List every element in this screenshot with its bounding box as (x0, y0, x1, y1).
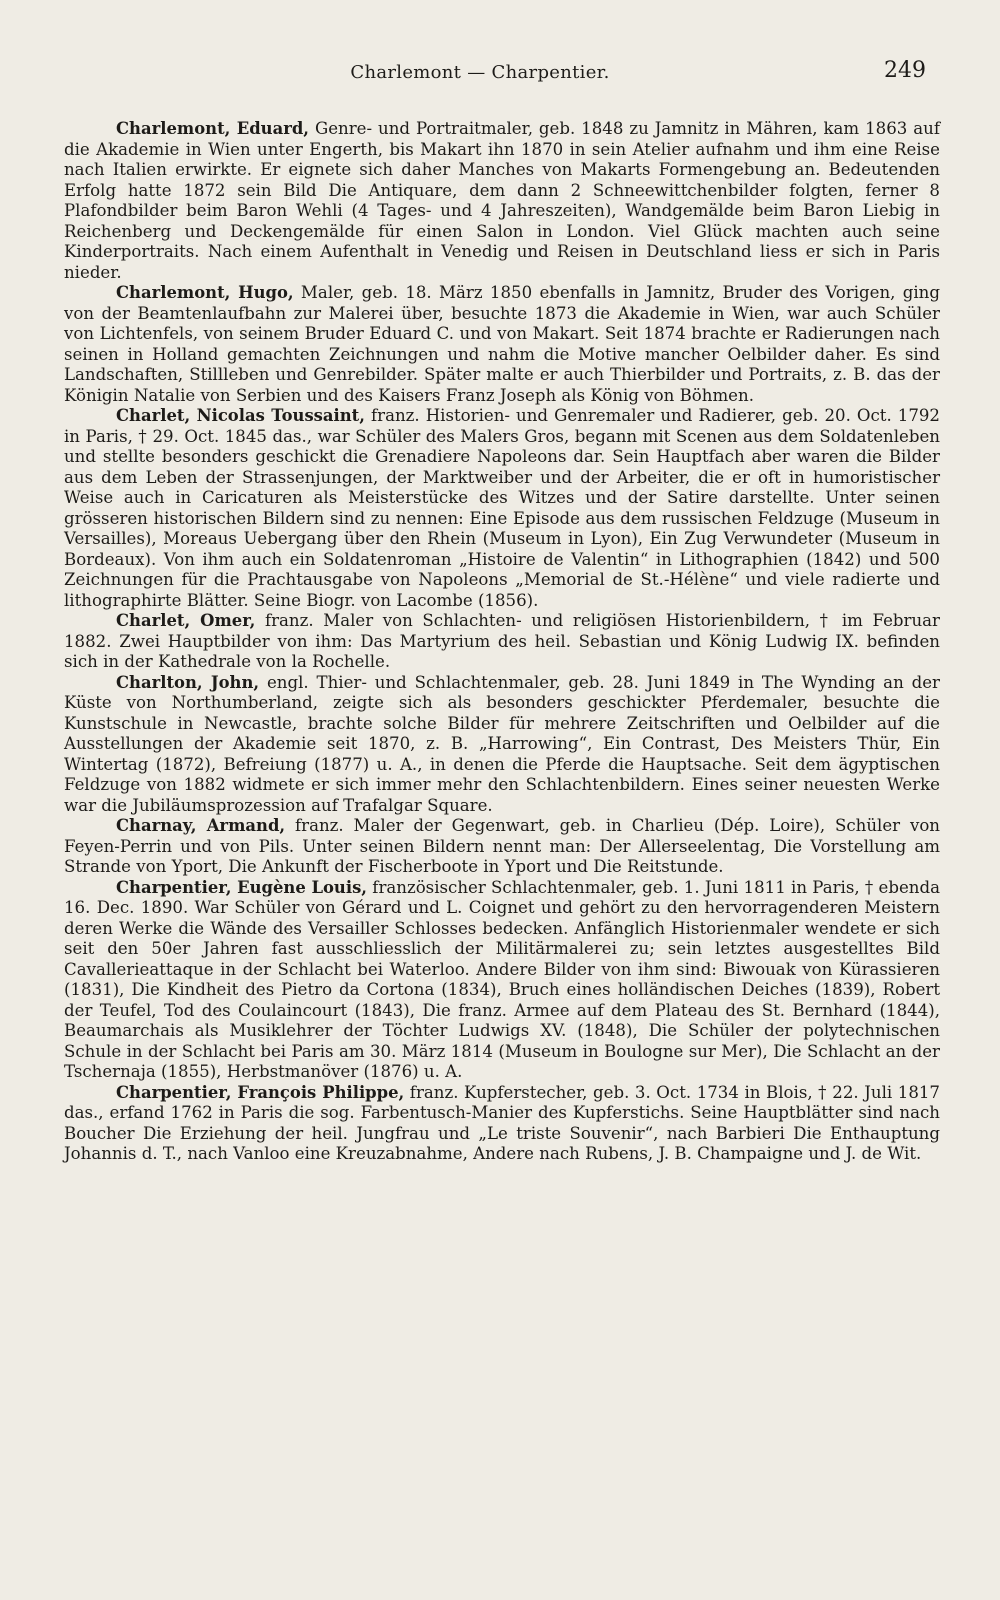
entry-charpentier-francois (64, 1083, 940, 1165)
entry-text: franz. Maler der Gegenwart, geb. in Charlieu (Dép. Loire), Schüler von Feyen-Perrin und von Pils. Unter seinen Bildern nennt man: Der Allerseelentag, Die Vorstellung am Strande von Yport, Die Ankunft der Fischerboote in Yport und Die Reitstunde. (64, 816, 940, 876)
page-header (0, 58, 1000, 88)
entry-text: franz. Kupferstecher, geb. 3. Oct. 1734 in Blois, † 22. Juli 1817 das., erfand 1762 in Paris die sog. Farbentusch-Manier des Kupferstichs. Seine Hauptblätter sind nach Boucher Die Erziehung der heil. Jungfrau und „Le triste Souvenir“, nach Barbieri Die Enthauptung Johannis d. T., nach Vanloo eine Kreuzabnahme, Andere nach Rubens, J. B. Champaigne und J. de Wit. (64, 1082, 940, 1163)
entry-text: Maler, geb. 18. März 1850 ebenfalls in Jamnitz, Bruder des Vorigen, ging von der Beamtenlaufbahn zur Malerei über, besuchte 1873 die Akademie in Wien, war auch Schüler von Lichtenfels, von seinem Bruder Eduard C. und von Makart. Seit 1874 brachte er Radierungen nach seinen in Holland gemachten Zeichnungen und nahm die Motive mancher Oelbilder daher. Es sind Landschaften, Stillleben und Genrebilder. Später malte er auch Thierbilder und Portraits, z. B. das der Königin Natalie von Serbien und des Kaisers Franz Joseph als König von Böhmen. (64, 283, 940, 405)
entry-text: Genre- und Portraitmaler, geb. 1848 zu Jamnitz in Mähren, kam 1863 auf die Akademie in Wien unter Engerth, bis Makart ihn 1870 in sein Atelier aufnahm und ihm eine Reise nach Italien erwirkte. Er eignete sich daher Manches von Makarts Formengebung an. Bedeutenden Erfolg hatte 1872 sein Bild Die Antiquare, dem dann 2 Schneewittchenbilder folgten, ferner 8 Plafondbilder beim Baron Wehli (4 Tages- und 4 Jahreszeiten), Wandgemälde beim Baron Liebig in Reichenberg und Deckengemälde für einen Salon in London. Viel Glück machten auch seine Kinderportraits. Nach einem Aufenthalt in Venedig und Reisen in Deutschland liess er sich in Paris nieder. (64, 119, 940, 282)
entry-name: Charpentier, François Philippe, (116, 1082, 405, 1102)
entry-charlemont-eduard (64, 119, 940, 283)
entry-name: Charlton, John, (116, 672, 260, 692)
page-number: 249 (884, 58, 926, 83)
entry-name: Charlet, Nicolas Toussaint, (116, 406, 365, 425)
entry-charlemont-hugo (64, 283, 940, 406)
entry-charpentier-eugene (64, 878, 940, 1083)
running-title: Charlemont — Charpentier. (350, 62, 610, 83)
entry-text: engl. Thier- und Schlachtenmaler, geb. 28. Juni 1849 in The Wynding an der Küste von Northumberland, zeigte sich als besonders geschickter Pferdemaler, besuchte die Kunstschule in Newcastle, brachte solche Bilder für mehrere Zeitschriften und Oelbilder auf die Ausstellungen der Akademie seit 1870, z. B. „Harrowing“, Ein Contrast, Des Meisters Thür, Ein Wintertag (1872), Befreiung (1877) u. A., in denen die Pferde die Hauptsache. Seit dem ägyptischen Feldzuge von 1882 widmete er sich immer mehr den Schlachtenbildern. Eines seiner neuesten Werke war die Jubiläumsprozession auf Trafalgar Square. (64, 672, 940, 815)
entry-name: Charlet, Omer, (116, 611, 256, 630)
entry-text: franz. Maler von Schlachten- und religiösen Historienbildern, † im Februar 1882. Zwei Hauptbilder von ihm: Das Martyrium des heil. Sebastian und König Ludwig IX. befinden sich in der Kathedrale von la Rochelle. (64, 611, 940, 671)
entry-charlet-nicolas (64, 406, 940, 611)
entry-name: Charnay, Armand, (116, 816, 286, 835)
entry-charnay-armand (64, 816, 940, 878)
entry-name: Charlemont, Hugo, (116, 283, 294, 302)
entry-name: Charpentier, Eugène Louis, (116, 877, 368, 897)
entry-name: Charlemont, Eduard, (116, 119, 310, 138)
entry-charlton-john (64, 673, 940, 817)
entry-charlet-omer (64, 611, 940, 673)
entry-text: französischer Schlachtenmaler, geb. 1. Juni 1811 in Paris, † ebenda 16. Dec. 1890. War Schüler von Gérard und L. Coignet und gehört zu den hervorragenderen Meistern deren Werke die Wände des Versailler Schlosses bedecken. Anfänglich Historienmaler wendete er sich seit den 50er Jahren fast ausschliesslich der Militärmalerei zu; sein letztes ausgestelltes Bild Cavallerieattaque in der Schlacht bei Waterloo. Andere Bilder von ihm sind: Biwouak von Kürassieren (1831), Die Kindheit des Pietro da Cortona (1834), Bruch eines holländischen Deiches (1839), Robert der Teufel, Tod des Coulaincourt (1843), Die franz. Armee auf dem Plateau des St. Bernhard (1844), Beaumarchais als Musiklehrer der Töchter Ludwigs XV. (1848), Die Schüler der polytechnischen Schule in der Schlacht bei Paris am 30. März 1814 (Museum in Boulogne sur Mer), Die Schlacht an der Tschernaja (1855), Herbstmanöver (1876) u. A. (64, 877, 940, 1081)
entry-text: franz. Historien- und Genremaler und Radierer, geb. 20. Oct. 1792 in Paris, † 29. Oct. 1845 das., war Schüler des Malers Gros, begann mit Scenen aus dem Soldatenleben und stellte besonders geschickt die Grenadiere Napoleons dar. Sein Hauptfach aber waren die Bilder aus dem Leben der Strassenjungen, der Marktweiber und der Arbeiter, die er oft in humoristischer Weise auch in Caricaturen als Meisterstücke des Witzes und der Satire darstellte. Unter seinen grösseren historischen Bildern sind zu nennen: Eine Episode aus dem russischen Feldzuge (Museum in Versailles), Moreaus Uebergang über den Rhein (Museum in Lyon), Ein Zug Verwundeter (Museum in Bordeaux). Von ihm auch ein Soldatenroman „Histoire de Valentin“ in Lithographien (1842) und 500 Zeichnungen für die Prachtausgabe von Napoleons „Memorial de St.-Hélène“ und viele radierte und lithographirte Blätter. Seine Biogr. von Lacombe (1856). (64, 406, 940, 610)
lexicon-body (64, 119, 940, 1165)
